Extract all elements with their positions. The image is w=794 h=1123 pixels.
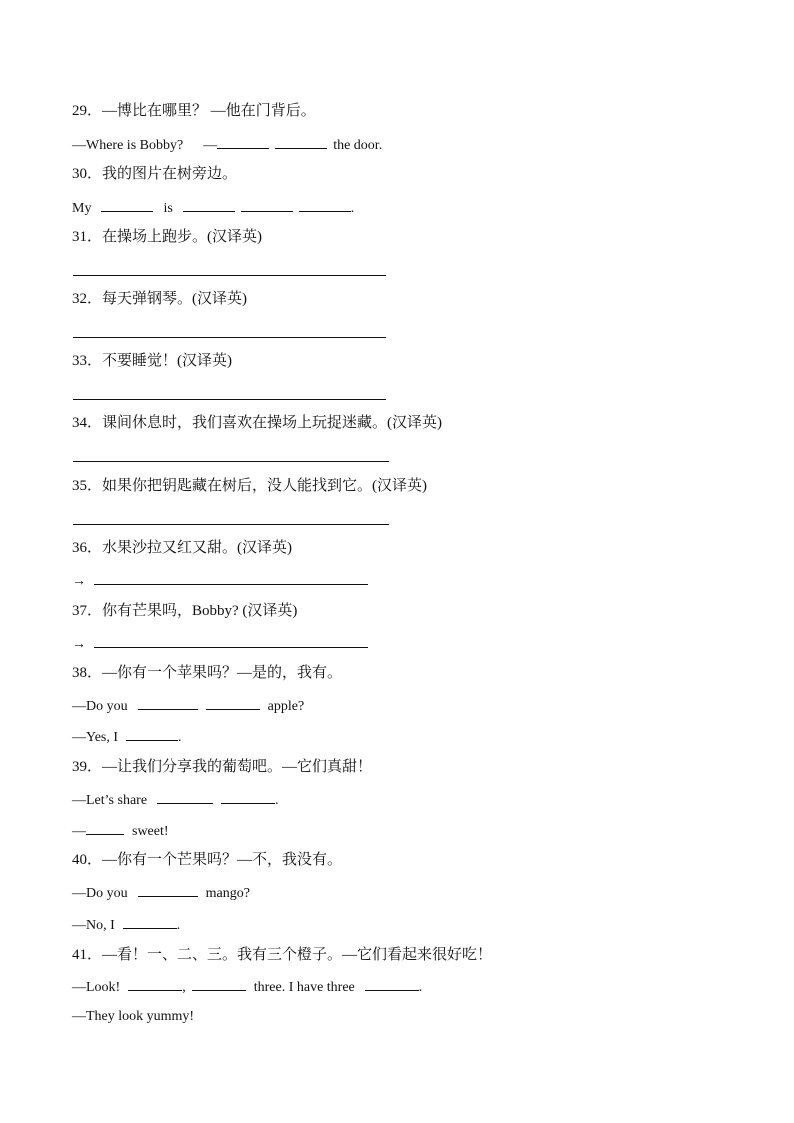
question-32-prompt <box>72 289 247 309</box>
answer-text: , <box>182 980 186 995</box>
question-text: —看！一、二、三。我有三个橙子。—它们看起来很好吃！ <box>102 947 493 963</box>
question-text: —你有一个苹果吗？—是的，我有。 <box>102 665 343 681</box>
question-number: 39． <box>72 759 103 775</box>
question-number: 36． <box>72 540 103 556</box>
question-number: 33． <box>72 353 103 369</box>
question-text: —让我们分享我的葡萄吧。—它们真甜！ <box>102 759 373 775</box>
answer-blank[interactable] <box>94 633 368 648</box>
question-29-prompt <box>72 101 316 121</box>
blank[interactable] <box>206 695 260 710</box>
blank[interactable] <box>138 882 198 897</box>
question-41-prompt <box>72 945 492 965</box>
blank[interactable] <box>138 695 198 710</box>
question-36-answer-row <box>72 570 368 592</box>
question-39-line-1 <box>72 789 279 811</box>
answer-text: sweet! <box>132 824 169 839</box>
question-text: 不要睡觉！(汉译英) <box>102 353 233 369</box>
question-text: —博比在哪里？ —他在门背后。 <box>102 103 316 119</box>
blank[interactable] <box>128 976 182 991</box>
question-40-prompt <box>72 850 342 870</box>
answer-text: . <box>350 201 355 216</box>
answer-text: . <box>275 793 279 808</box>
answer-text: three. I have three <box>253 980 355 995</box>
answer-text: —Look! <box>72 980 121 995</box>
arrow-icon: → <box>72 574 86 589</box>
blank[interactable] <box>123 914 177 929</box>
answer-text: . <box>176 918 181 933</box>
question-33-prompt <box>72 351 232 371</box>
question-number: 34． <box>72 415 103 431</box>
answer-text: —Let’s share <box>72 793 148 808</box>
answer-text: —No, I <box>72 918 115 933</box>
question-35-answer-blank[interactable] <box>73 524 389 525</box>
blank[interactable] <box>192 976 246 991</box>
question-number: 40． <box>72 852 103 868</box>
answer-text: —Do you <box>72 886 128 901</box>
answer-text: is <box>163 201 173 216</box>
question-34-prompt <box>72 413 442 433</box>
question-number: 35． <box>72 478 103 494</box>
question-34-answer-blank[interactable] <box>73 461 389 462</box>
question-30-answer-line <box>72 197 354 219</box>
answer-text: . <box>418 980 423 995</box>
answer-text: the door. <box>333 138 383 153</box>
question-39-line-2 <box>72 820 169 842</box>
question-39-prompt <box>72 757 372 777</box>
answer-text: mango? <box>205 886 250 901</box>
answer-text: — <box>203 138 218 153</box>
answer-text: — <box>72 824 86 839</box>
question-38-line-2 <box>72 726 182 748</box>
answer-text: —Do you <box>72 699 128 714</box>
question-number: 29． <box>72 103 103 119</box>
blank[interactable] <box>365 976 419 991</box>
blank[interactable] <box>299 197 351 212</box>
blank[interactable] <box>86 820 124 835</box>
question-31-prompt <box>72 227 262 247</box>
answer-text: —Yes, I <box>72 730 119 745</box>
question-31-answer-blank[interactable] <box>73 275 386 276</box>
question-37-prompt <box>72 601 297 621</box>
answer-text: My <box>72 201 92 216</box>
answer-blank[interactable] <box>94 570 368 585</box>
question-number: 41． <box>72 947 103 963</box>
blank[interactable] <box>183 197 235 212</box>
question-29-answer-line <box>72 134 382 156</box>
question-text: 我的图片在树旁边。 <box>102 166 238 182</box>
question-41-line-1 <box>72 976 422 998</box>
question-number: 30． <box>72 166 103 182</box>
question-33-answer-blank[interactable] <box>73 399 386 400</box>
question-text: 在操场上跑步。(汉译英) <box>102 229 263 245</box>
question-35-prompt <box>72 476 427 496</box>
question-37-answer-row <box>72 633 368 655</box>
question-38-prompt <box>72 663 342 683</box>
question-text: 你有芒果吗，Bobby? (汉译英) <box>102 603 298 619</box>
answer-text: —They look yummy! <box>72 1009 195 1024</box>
answer-text: apple? <box>267 699 305 714</box>
blank[interactable] <box>217 134 269 149</box>
question-number: 31． <box>72 229 103 245</box>
question-text: 水果沙拉又红又甜。(汉译英) <box>102 540 293 556</box>
answer-text: —Where is Bobby? <box>72 138 184 153</box>
question-text: 课间休息时，我们喜欢在操场上玩捉迷藏。(汉译英) <box>102 415 443 431</box>
question-41-line-2 <box>72 1007 194 1027</box>
blank[interactable] <box>101 197 153 212</box>
question-38-line-1 <box>72 695 304 717</box>
question-30-prompt <box>72 164 237 184</box>
question-text: 如果你把钥匙藏在树后，没人能找到它。(汉译英) <box>102 478 428 494</box>
blank[interactable] <box>241 197 293 212</box>
question-text: —你有一个芒果吗？—不，我没有。 <box>102 852 343 868</box>
question-text: 每天弹钢琴。(汉译英) <box>102 291 248 307</box>
blank[interactable] <box>221 789 275 804</box>
answer-text: . <box>178 730 182 745</box>
arrow-icon: → <box>72 637 86 652</box>
blank[interactable] <box>157 789 213 804</box>
question-36-prompt <box>72 538 292 558</box>
question-32-answer-blank[interactable] <box>73 337 386 338</box>
question-40-line-1 <box>72 882 250 904</box>
question-40-line-2 <box>72 914 180 936</box>
question-number: 38． <box>72 665 103 681</box>
question-number: 37． <box>72 603 103 619</box>
blank[interactable] <box>275 134 327 149</box>
blank[interactable] <box>126 726 178 741</box>
question-number: 32． <box>72 291 103 307</box>
